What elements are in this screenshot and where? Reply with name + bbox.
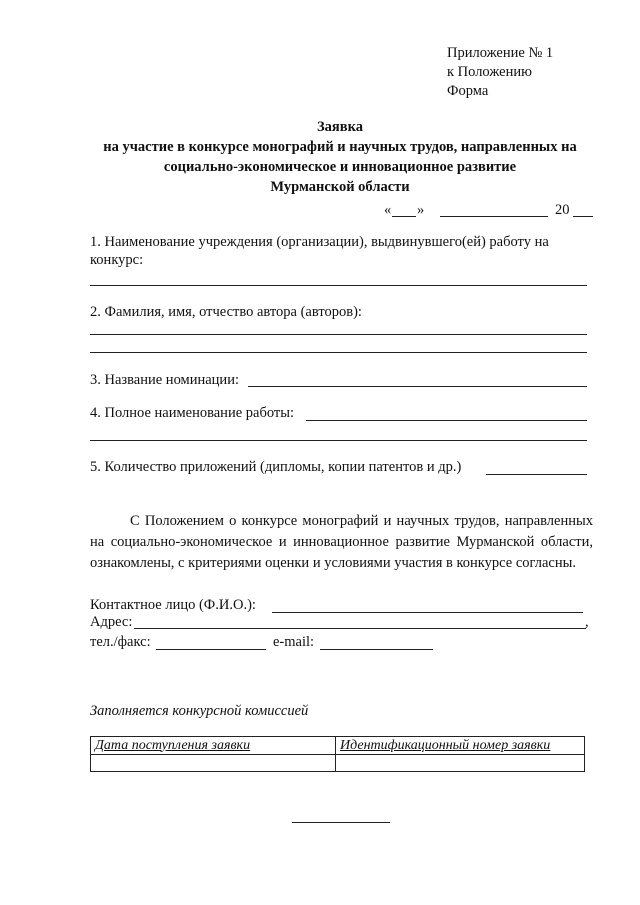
- item-3-label: 3. Название номинации:: [90, 372, 239, 388]
- work-title-field-line-1[interactable]: [306, 420, 587, 421]
- attachments-count-field[interactable]: [486, 474, 587, 475]
- date-day-field[interactable]: [392, 216, 416, 217]
- item-1-label: 1. Наименование учреждения (организации), выдвинувшего(ей) работу на: [90, 234, 549, 250]
- email-field[interactable]: [320, 649, 433, 650]
- item-4-label: 4. Полное наименование работы:: [90, 405, 294, 421]
- work-title-field-line-2[interactable]: [90, 440, 587, 441]
- id-number-header: Идентификационный номер заявки: [336, 737, 585, 755]
- item-5-label: 5. Количество приложений (дипломы, копии патентов и др.): [90, 459, 462, 475]
- title-line-4: Мурманской области: [270, 179, 410, 195]
- title-line-1: Заявка: [317, 119, 363, 135]
- agreement-paragraph: С Положением о конкурсе монографий и научных трудов, направленных на социально-экономическое и инновационное развитие Мурманской области, ознакомлены, с критериями оценки и условиями участия в конкурсе согласны.: [90, 513, 593, 571]
- contact-person-label: Контактное лицо (Ф.И.О.):: [90, 597, 256, 613]
- closing-separator: [292, 822, 390, 823]
- date-close-quote: »: [417, 202, 425, 218]
- commission-note: Заполняется конкурсной комиссией: [90, 703, 309, 719]
- document-title: [60, 117, 620, 197]
- appendix-block: [447, 44, 553, 101]
- phone-label: тел./факс:: [90, 634, 151, 650]
- appendix-line-2: к Положению: [447, 64, 532, 80]
- date-received-header: Дата поступления заявки: [91, 737, 336, 755]
- id-number-cell[interactable]: [336, 755, 585, 772]
- author-field-line-1[interactable]: [90, 334, 587, 335]
- address-label: Адрес:: [90, 614, 133, 630]
- commission-table: [90, 736, 585, 772]
- date-year-field[interactable]: [573, 216, 593, 217]
- address-comma: ,: [585, 614, 589, 630]
- title-line-2: на участие в конкурсе монографий и научных трудов, направленных на: [103, 139, 577, 155]
- item-1-label-cont: конкурс:: [90, 252, 144, 268]
- organization-field[interactable]: [90, 285, 587, 286]
- date-month-field[interactable]: [440, 216, 548, 217]
- item-2-label: 2. Фамилия, имя, отчество автора (авторов):: [90, 304, 362, 320]
- table-row: [91, 755, 585, 772]
- author-field-line-2[interactable]: [90, 352, 587, 353]
- title-line-3: социально-экономическое и инновационное развитие: [163, 159, 517, 175]
- phone-field[interactable]: [156, 649, 266, 650]
- date-received-cell[interactable]: [91, 755, 336, 772]
- appendix-line-3: Форма: [447, 83, 489, 99]
- table-header-row: [91, 737, 585, 755]
- appendix-line-1: Приложение № 1: [447, 45, 554, 61]
- email-label: e-mail:: [273, 634, 315, 650]
- date-year-prefix: 20: [555, 202, 570, 218]
- date-open-quote: «: [384, 202, 392, 218]
- nomination-field[interactable]: [248, 386, 587, 387]
- address-field[interactable]: [134, 628, 586, 629]
- contact-person-field[interactable]: [272, 612, 583, 613]
